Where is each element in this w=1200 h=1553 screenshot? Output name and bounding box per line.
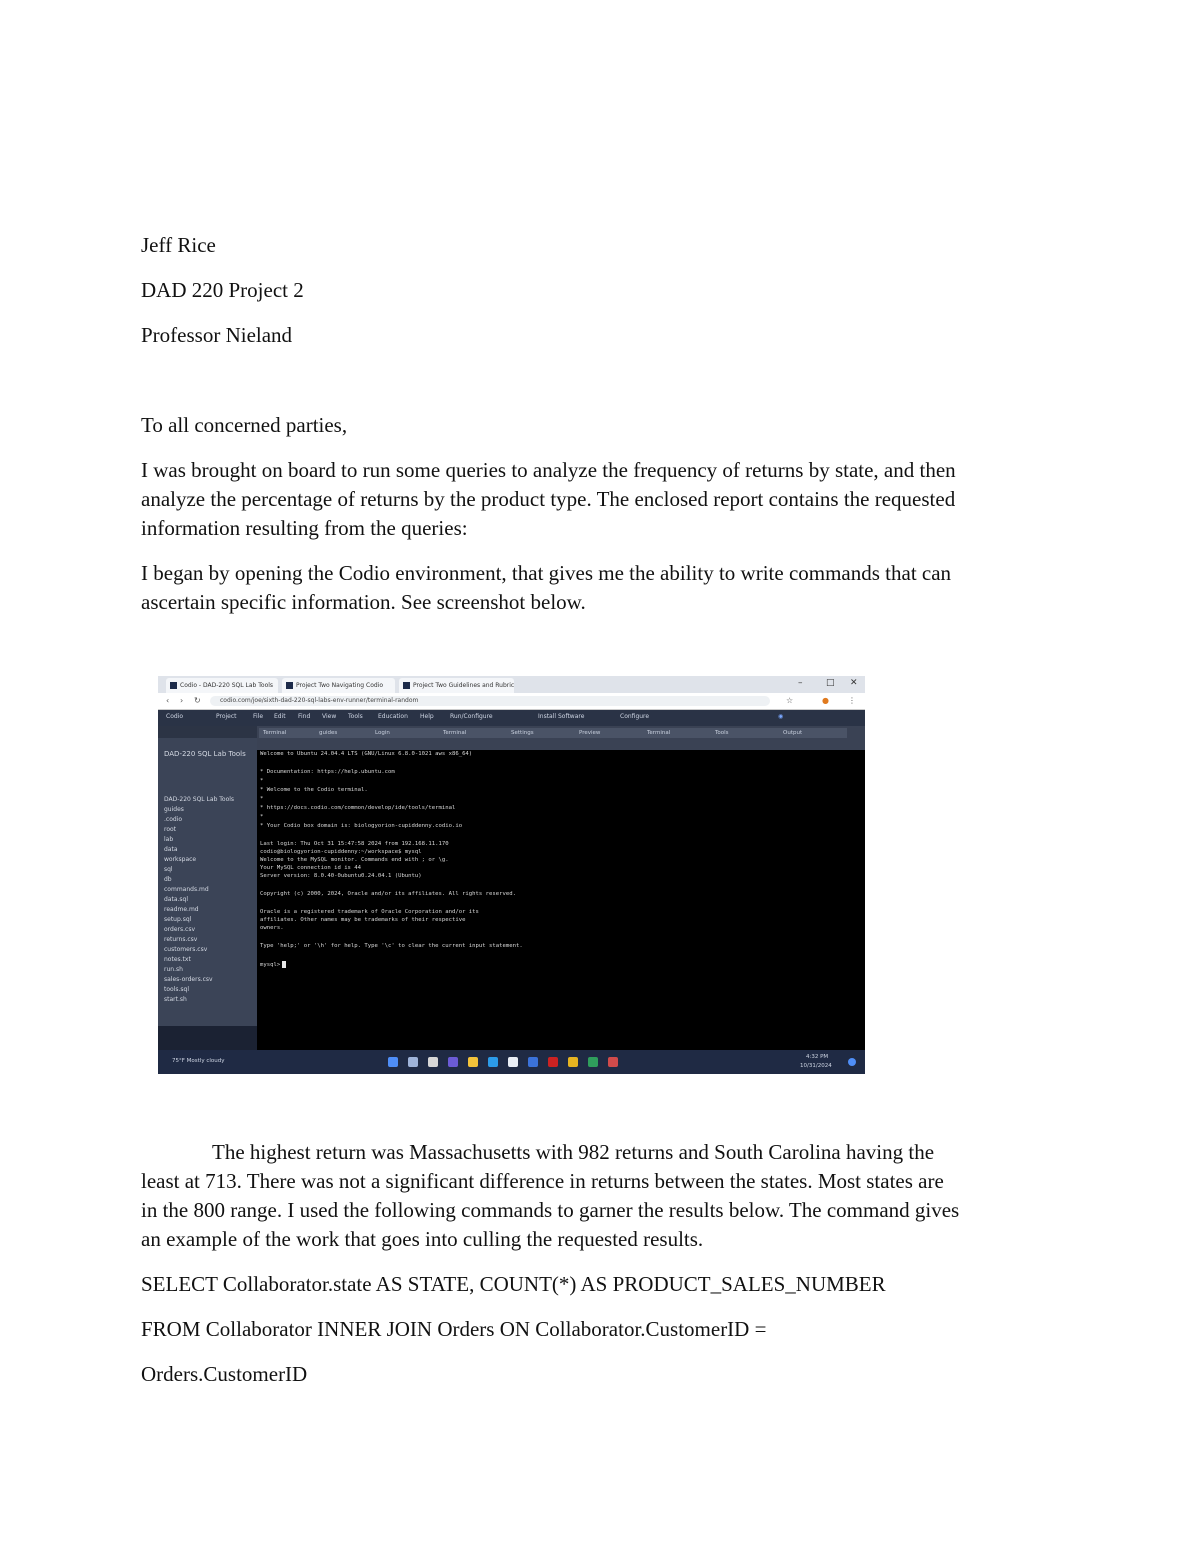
terminal-line: * Documentation: https://help.ubuntu.com [260, 769, 395, 775]
store-icon [508, 1057, 518, 1067]
terminal-line: * https://docs.codio.com/common/develop/ide/tools/terminal [260, 805, 456, 811]
weather-widget: 75°F Mostly cloudy [172, 1058, 225, 1064]
terminal-line: * [260, 814, 264, 820]
menu-item: Install Software [538, 713, 585, 720]
terminal-panel [257, 750, 865, 1050]
file-tree-header [158, 726, 257, 738]
menu-item: Education [378, 713, 408, 720]
terminal-line: Your MySQL connection id is 44 [260, 865, 362, 871]
notification-icon [848, 1058, 856, 1066]
menu-dots-icon: ⋮ [848, 696, 856, 705]
document-favicon-icon [403, 682, 410, 689]
minimize-icon: – [798, 678, 803, 688]
file-tree-item: lab [164, 836, 174, 843]
panel-tab: Preview [575, 728, 643, 738]
course-title: DAD 220 Project 2 [141, 278, 304, 302]
paragraph-1-line-1: I was brought on board to run some queries to analyze the frequency of returns by state, and then [141, 458, 956, 482]
browser-tab-bar [158, 676, 865, 693]
forward-icon: › [180, 696, 184, 705]
netflix-icon [548, 1057, 558, 1067]
terminal-cursor [282, 961, 286, 968]
file-tree-item: .codio [164, 816, 183, 823]
editor-tab-bar [257, 726, 865, 750]
terminal-line: Welcome to Ubuntu 24.04.4 LTS (GNU/Linux 6.8.0-1021 aws x86_64) [260, 751, 473, 757]
file-tree-item: notes.txt [164, 956, 191, 963]
document-favicon-icon [286, 682, 293, 689]
file-tree-item: setup.sql [164, 916, 192, 923]
file-tree-item: sql [164, 866, 173, 873]
file-tree-item: root [164, 826, 177, 833]
clock-date: 10/31/2024 [800, 1063, 832, 1069]
clock-time: 4:32 PM [806, 1054, 829, 1060]
paragraph-1-line-2: analyze the percentage of returns by the product type. The enclosed report contains the requested [141, 487, 956, 511]
browser-tab [166, 678, 278, 693]
file-tree-item: tools.sql [164, 986, 189, 993]
menu-item: File [253, 713, 264, 720]
back-icon: ‹ [166, 696, 170, 705]
paragraph-1-line-3: information resulting from the queries: [141, 516, 468, 540]
panel-tab: Terminal [259, 728, 315, 738]
browser-tab-label: Codio - DAD-220 SQL Lab Tools [180, 682, 274, 689]
terminal-line: Type 'help;' or '\h' for help. Type '\c' to clear the current input statement. [260, 943, 523, 949]
paragraph-2-line-1: I began by opening the Codio environment, that gives me the ability to write commands that can [141, 561, 952, 585]
terminal-line: owners. [260, 925, 284, 931]
prompt-text: mysql> [260, 962, 281, 968]
menu-item: Tools [348, 713, 363, 720]
paragraph-3-line-2: least at 713. There was not a significant difference in returns between the states. Most states are [141, 1169, 944, 1193]
menu-item: Find [298, 713, 311, 720]
codio-favicon-icon [170, 682, 177, 689]
file-tree-item: run.sh [164, 966, 183, 973]
terminal-line: Copyright (c) 2000, 2024, Oracle and/or its affiliates. All rights reserved. [260, 891, 516, 897]
project-title: DAD-220 SQL Lab Tools [164, 750, 246, 758]
menu-item: Codio [166, 713, 184, 720]
file-tree-item: data.sql [164, 896, 189, 903]
task-view-icon [428, 1057, 438, 1067]
edge-icon [488, 1057, 498, 1067]
terminal-line: * [260, 796, 264, 802]
file-tree-item: returns.csv [164, 936, 198, 943]
star-icon: ☆ [786, 696, 794, 705]
browser-tab-label: Project Two Guidelines and Rubric [413, 682, 514, 689]
start-icon [388, 1057, 398, 1067]
panel-tab: Tools [711, 728, 779, 738]
terminal-line: * Your Codio box domain is: biologyorion-cupiddenny.codio.io [260, 823, 463, 829]
author-name: Jeff Rice [141, 233, 216, 257]
terminal-line: affiliates. Other names may be trademarks of their respective [260, 917, 466, 923]
paragraph-3-line-4: an example of the work that goes into culling the requested results. [141, 1227, 704, 1251]
file-tree-item: db [164, 876, 172, 883]
app-icon [608, 1057, 618, 1067]
salutation: To all concerned parties, [141, 413, 348, 437]
browser-address-bar [158, 693, 865, 710]
codio-screenshot [158, 676, 865, 1074]
panel-tab: Login [371, 728, 439, 738]
file-tree-item: orders.csv [164, 926, 196, 933]
file-tree-item: workspace [164, 856, 197, 863]
terminal-line: * [260, 778, 264, 784]
menu-item: Edit [274, 713, 286, 720]
browser-tab [399, 678, 514, 693]
chrome-icon [568, 1057, 578, 1067]
maximize-icon: □ [826, 678, 835, 688]
teams-icon [448, 1057, 458, 1067]
close-icon: ✕ [850, 678, 858, 688]
file-tree-item: readme.md [164, 906, 199, 913]
menu-item: Run/Configure [450, 713, 493, 720]
terminal-line: codio@biologyorion-cupiddenny:~/workspace$ mysql [260, 849, 422, 855]
panel-tab: Output [779, 728, 847, 738]
menu-item: View [322, 713, 337, 720]
search-icon [408, 1057, 418, 1067]
browser-tab-label: Project Two Navigating Codio [296, 682, 384, 689]
sql-line-3: Orders.CustomerID [141, 1362, 308, 1386]
professor-name: Professor Nieland [141, 323, 293, 347]
file-tree-item: data [164, 846, 178, 853]
file-explorer-icon [468, 1057, 478, 1067]
terminal-line: Oracle is a registered trademark of Oracle Corporation and/or its [260, 909, 479, 915]
terminal-line: Last login: Thu Oct 31 15:47:58 2024 from 192.168.11.170 [260, 841, 449, 847]
sql-line-1: SELECT Collaborator.state AS STATE, COUNT(*) AS PRODUCT_SALES_NUMBER [141, 1272, 886, 1296]
file-tree-item: guides [164, 806, 184, 813]
terminal-line: Welcome to the MySQL monitor. Commands end with ; or \g. [260, 857, 449, 863]
file-tree-item: sales-orders.csv [164, 976, 213, 983]
paragraph-2-line-2: ascertain specific information. See screenshot below. [141, 590, 586, 614]
sql-line-2: FROM Collaborator INNER JOIN Orders ON Collaborator.CustomerID = [141, 1317, 767, 1341]
panel-tab: Terminal [643, 728, 711, 738]
codio-menu-bar [158, 710, 865, 726]
windows-taskbar [158, 1050, 865, 1074]
profile-icon: ● [822, 696, 829, 705]
file-tree-item: start.sh [164, 996, 187, 1003]
paragraph-3-line-1: The highest return was Massachusetts with 982 returns and South Carolina having the [212, 1140, 935, 1164]
app-icon [588, 1057, 598, 1067]
terminal-line: * Welcome to the Codio terminal. [260, 787, 368, 793]
panel-tab: Terminal [439, 728, 507, 738]
reload-icon: ↻ [194, 696, 201, 705]
terminal-line: Server version: 8.0.40-0ubuntu0.24.04.1 (Ubuntu) [260, 873, 422, 879]
file-tree-item: DAD-220 SQL Lab Tools [164, 796, 235, 803]
browser-tab [282, 678, 395, 693]
app-icon [528, 1057, 538, 1067]
menu-item: Help [420, 713, 434, 720]
file-tree-item: customers.csv [164, 946, 208, 953]
file-tree-sidebar [158, 726, 257, 1026]
panel-tab: Settings [507, 728, 575, 738]
url-field: codio.com/joe/sixth-dad-220-sql-labs-env-runner/terminal-random [210, 696, 770, 706]
user-avatar-icon: ◉ [778, 713, 784, 720]
menu-item: Configure [620, 713, 650, 720]
paragraph-3-line-3: in the 800 range. I used the following commands to garner the results below. The command gives [141, 1198, 960, 1222]
file-tree-item: commands.md [164, 886, 209, 893]
terminal-prompt [260, 961, 286, 968]
menu-item: Project [216, 713, 237, 720]
panel-tab: guides [315, 728, 371, 738]
